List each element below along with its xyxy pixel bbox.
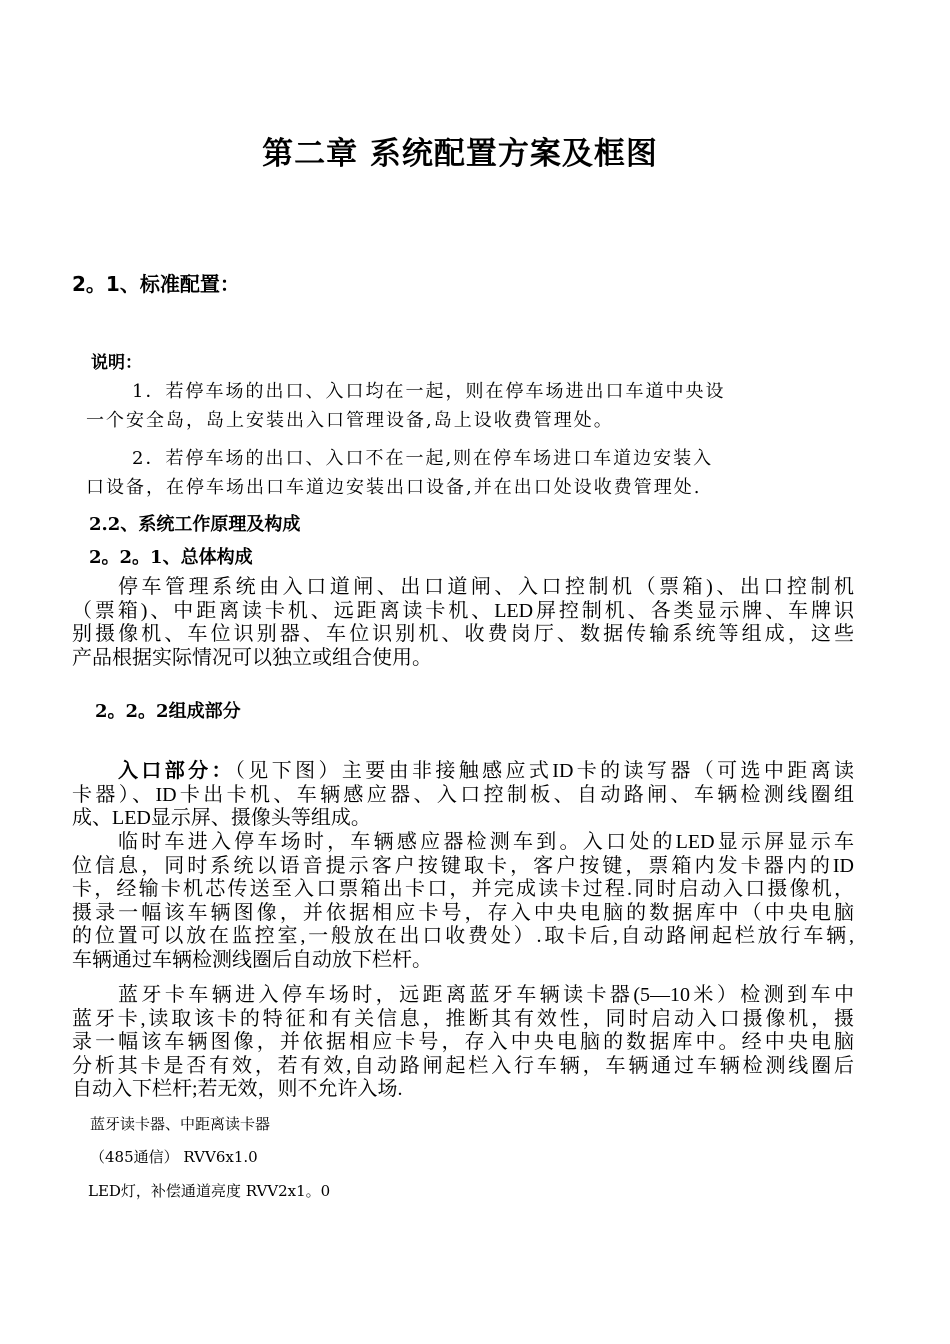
- bluetooth-car-paragraph: [72, 984, 854, 1102]
- section-2-2-heading: 2.2、系统工作原理及构成: [89, 514, 301, 535]
- note-1-line-2: 一个安全岛，岛上安装出入口管理设备,岛上设收费管理处。: [86, 410, 614, 431]
- temp-car-line: 临时车进入停车场时，车辆感应器检测车到。入口处的LED显示屏显示车: [118, 831, 854, 853]
- entrance-text: （见下图）主要由非接触感应式ID卡的读写器（可选中距离读: [234, 760, 854, 782]
- bluetooth-line: 录一幅该车辆图像，并依据相应卡号，存入中央电脑的数据库中。经中央电脑: [72, 1031, 854, 1053]
- temp-car-line: 位信息，同时系统以语音提示客户按键取卡，客户按键，票箱内发卡器内的ID: [72, 854, 854, 877]
- note-2: [86, 444, 851, 502]
- diagram-label-led: LED灯，补偿通道亮度 RVV2x1。0: [88, 1182, 331, 1200]
- note-2-line-2: 口设备，在停车场出口车道边安装出口设备,并在出口处设收费管理处.: [86, 477, 702, 498]
- note-1: [86, 377, 851, 435]
- bluetooth-line: 蓝牙卡车辆进入停车场时，远距离蓝牙车辆读卡器(5—10米）检测到车中: [118, 984, 854, 1006]
- note-1-line-1: 1．若停车场的出口、入口均在一起，则在停车场进出口车道中央设: [132, 381, 726, 402]
- overall-line: 停车管理系统由入口道闸、出口道闸、入口控制机（票箱)、出口控制机: [118, 576, 854, 598]
- entrance-line: 卡器）、ID卡出卡机、车辆感应器、入口控制板、自动路闸、车辆检测线圈组: [72, 783, 854, 806]
- entrance-line: [72, 760, 854, 784]
- temporary-car-paragraph: [72, 831, 854, 972]
- section-2-2-1-heading: 2。2。1、总体构成: [89, 547, 253, 568]
- bluetooth-line: 分析其卡是否有效，若有效,自动路闸起栏入行车辆，车辆通过车辆检测线圈后: [72, 1054, 854, 1077]
- diagram-label-comm: （485通信） RVV6x1.0: [90, 1148, 258, 1166]
- overall-line: （票箱)、中距离读卡机、远距离读卡机、LED屏控制机、各类显示牌、车牌识: [72, 599, 854, 622]
- entrance-paragraph: [72, 760, 854, 831]
- overall-line: 别摄像机、车位识别器、车位识别机、收费岗厅、数据传输系统等组成，这些: [72, 623, 854, 645]
- section-2-1-heading: 2。1、标准配置：: [72, 272, 240, 296]
- chapter-title: 第二章 系统配置方案及框图: [262, 136, 658, 172]
- bluetooth-line: 蓝牙卡,读取该卡的特征和有关信息，推断其有效性，同时启动入口摄像机，摄: [72, 1007, 854, 1030]
- temp-car-line: 的位置可以放在监控室,一般放在出口收费处）.取卡后,自动路闸起栏放行车辆,: [72, 925, 854, 947]
- entrance-line: 成、LED显示屏、摄像头等组成。: [72, 807, 371, 829]
- bluetooth-line: 自动入下栏杆;若无效，则不允许入场.: [72, 1078, 403, 1100]
- temp-car-line: 摄录一幅该车辆图像，并依据相应卡号，存入中央电脑的数据库中（中央电脑: [72, 901, 854, 924]
- diagram-label-reader: 蓝牙读卡器、中距离读卡器: [90, 1115, 271, 1133]
- note-2-line-1: 2．若停车场的出口、入口不在一起,则在停车场进口车道边安装入: [132, 448, 714, 469]
- temp-car-line: 卡，经输卡机芯传送至入口票箱出卡口，并完成读卡过程.同时启动入口摄像机，: [72, 878, 854, 900]
- note-label: 说明：: [91, 353, 142, 373]
- temp-car-line: 车辆通过车辆检测线圈后自动放下栏杆。: [72, 948, 432, 971]
- section-2-2-2-heading: 2。2。2组成部分: [95, 701, 241, 722]
- overall-line: 产品根据实际情况可以独立或组合使用。: [72, 646, 432, 669]
- entrance-label: 入口部分：: [118, 760, 235, 782]
- overall-composition-paragraph: [72, 576, 854, 670]
